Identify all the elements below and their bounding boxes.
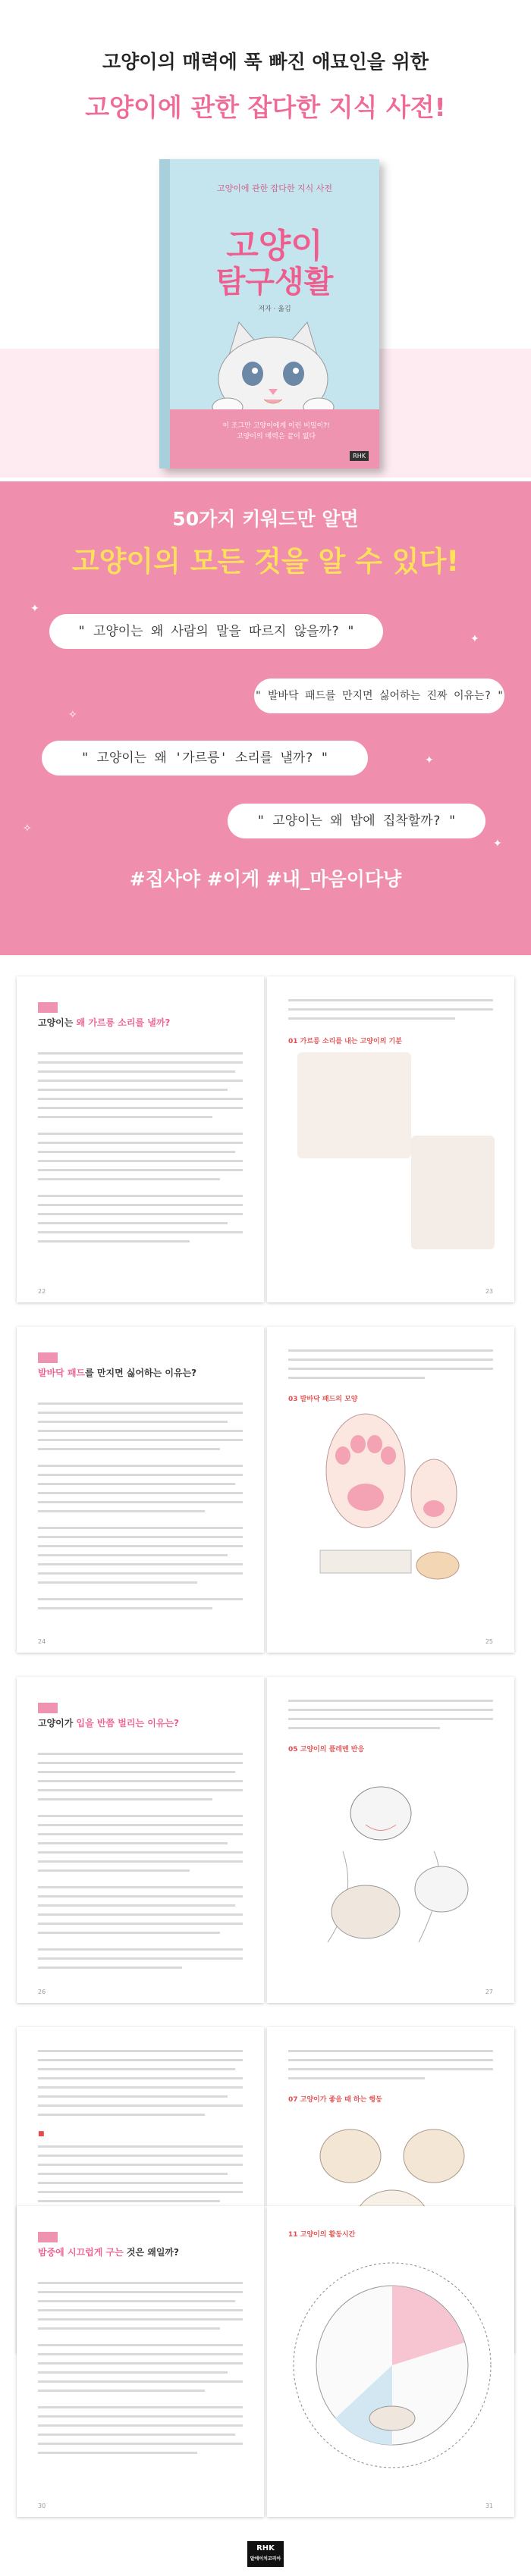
page-spread-1 [17, 976, 514, 1302]
chapter-badge [38, 1002, 58, 1013]
header-title: 고양이에 관한 잡다한 지식 사전! [85, 92, 446, 122]
question-bubble: " 고양이는 왜 밥에 집착할까? " [228, 804, 485, 838]
cover-title-line2: 탐구생활 [215, 265, 334, 299]
figure-label: 05 고양이의 플레멘 반응 [288, 1746, 365, 1753]
footer [0, 2532, 531, 2576]
left-page [17, 1677, 264, 2003]
book-cover [159, 159, 379, 469]
sub-heading: ■ [38, 2130, 45, 2138]
right-page [267, 1677, 514, 2003]
chapter-badge [38, 1352, 58, 1363]
activity-clock-illustration-icon [282, 2244, 502, 2487]
chapter-badge [38, 2232, 58, 2242]
page-title: 고양이는 왜 가르릉 소리를 낼까? [38, 1017, 171, 1028]
page-number: 31 [485, 2502, 493, 2509]
cover-blurb [185, 421, 367, 442]
person-illustration-icon [411, 1136, 495, 1249]
question-bubble: " 고양이는 왜 '가르릉' 소리를 낼까? " [42, 741, 368, 776]
book-spine [159, 159, 170, 469]
logo-subtext: 알에이치코리아 [250, 2556, 281, 2562]
book-section [0, 159, 531, 481]
right-page [267, 1327, 514, 1653]
question-bubble: " 발바닥 패드를 만지면 싫어하는 진짜 이유는? " [254, 678, 504, 713]
kitten-illustration-icon [182, 315, 364, 413]
cover-tagline: 고양이에 관한 잡다한 지식 사전 [216, 183, 333, 193]
keyword-section [0, 481, 531, 955]
logo-text: RHK [256, 2544, 275, 2552]
right-page [267, 976, 514, 1302]
page-number: 26 [38, 1988, 46, 1995]
page-number: 23 [485, 1288, 493, 1295]
figure-label: 11 고양이의 활동시간 [288, 2231, 356, 2239]
header-subtitle: 고양이의 매력에 푹 빠진 애묘인을 위한 [102, 51, 429, 73]
left-page [17, 2206, 264, 2517]
sparkle-icon: ✦ [470, 633, 479, 645]
page-spread-3 [17, 1677, 514, 2003]
page-title: 발바닥 패드를 만지면 싫어하는 이유는? [38, 1368, 197, 1378]
figure-label: 07 고양이가 좋을 때 하는 행동 [288, 2096, 382, 2104]
flehmen-illustration-icon [297, 1760, 487, 1957]
keyword-headline: 고양이의 모든 것을 알 수 있다! [71, 545, 460, 578]
page-number: 24 [38, 1638, 46, 1645]
page-number: 22 [38, 1288, 46, 1295]
cover-blurb-line1: 이 조그만 고양이에게 이런 비밀이?! [222, 422, 330, 430]
figure-label: 01 가르릉 소리를 내는 고양이의 기분 [288, 1038, 402, 1045]
keyword-heading: 50가지 키워드만 알면 [172, 508, 359, 530]
page-spread-2 [17, 1327, 514, 1653]
cat-illustration-icon [297, 1052, 411, 1158]
right-page [267, 2206, 514, 2517]
cover-title-line1: 고양이 [226, 227, 323, 265]
sparkle-icon: ✧ [23, 823, 32, 835]
question-bubble: " 고양이는 왜 사람의 말을 따르지 않을까? " [49, 614, 383, 649]
publisher-logo: RHK [350, 451, 369, 461]
sparkle-icon: ✦ [425, 754, 434, 766]
paw-pad-illustration-icon [313, 1410, 464, 1584]
page-title: 밤중에 시끄럽게 구는 것은 왜일까? [38, 2247, 179, 2258]
cover-blurb-line2: 고양이의 매력은 끝이 없다 [236, 433, 316, 440]
page-number: 25 [485, 1638, 493, 1645]
figure-label: 03 발바닥 패드의 모양 [288, 1396, 358, 1403]
page-number: 27 [485, 1988, 493, 1995]
cover-authors: 저자 ⋅ 옮김 [258, 306, 291, 313]
publisher-logo [247, 2541, 284, 2567]
sparkle-icon: ✧ [68, 709, 77, 721]
sparkle-icon: ✦ [493, 838, 502, 850]
hashtags: #집사야 #이게 #내_마음이다냥 [129, 868, 402, 890]
page-spread-5 [17, 2206, 514, 2517]
left-page [17, 976, 264, 1302]
page-number: 30 [38, 2502, 46, 2509]
chapter-badge [38, 1703, 58, 1713]
sparkle-icon: ✦ [30, 603, 39, 615]
page-title: 고양이가 입을 반쯤 벌리는 이유는? [38, 1718, 179, 1728]
left-page [17, 1327, 264, 1653]
